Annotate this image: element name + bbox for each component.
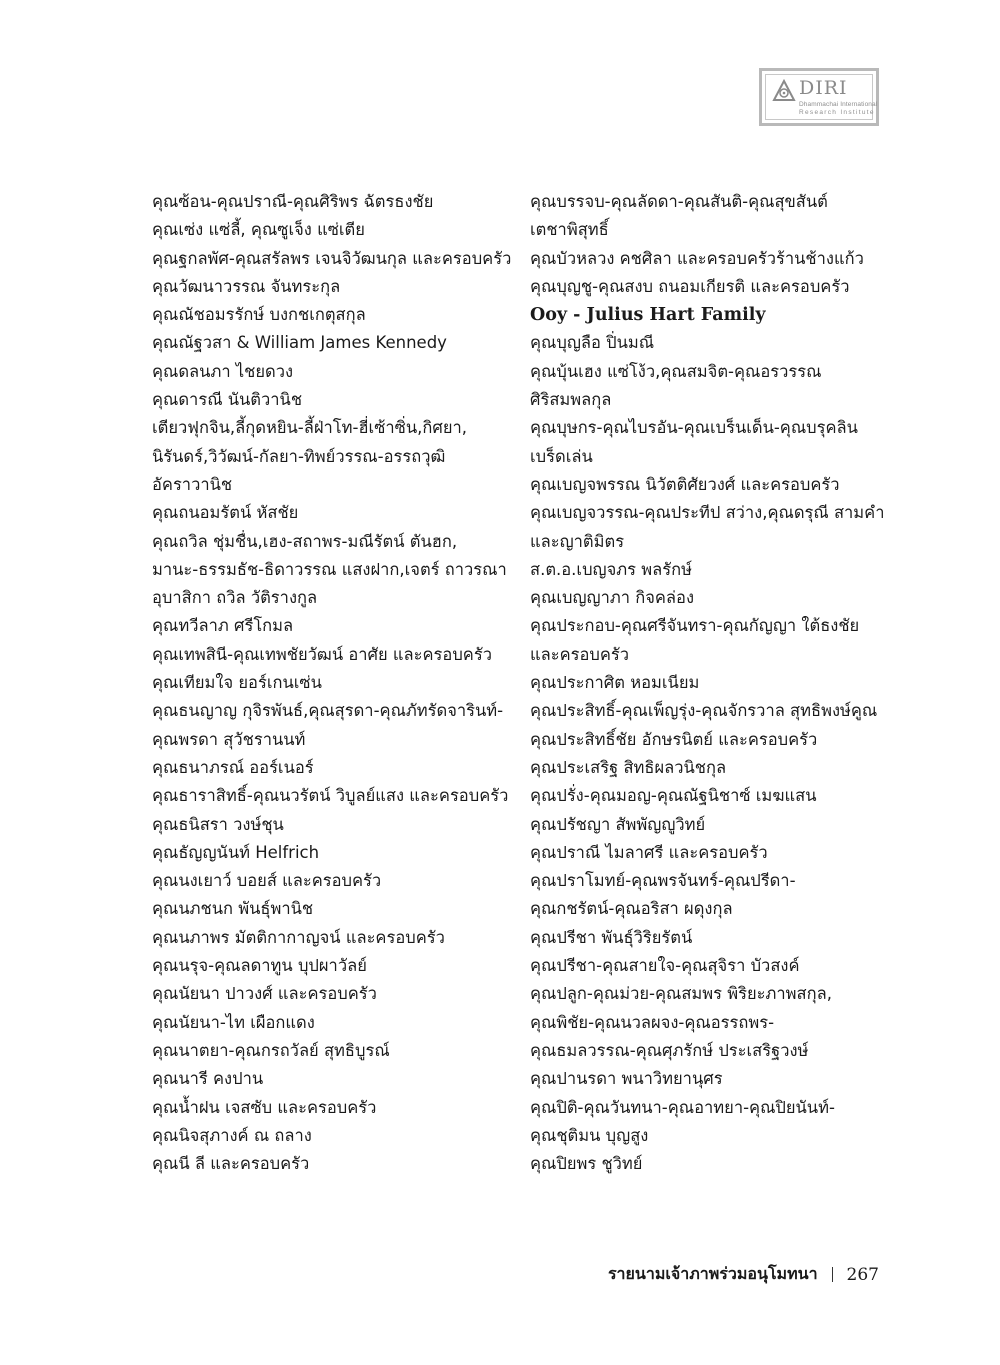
name-line: คุณปราโมทย์-คุณพรจันทร์-คุณปรีดา- (530, 871, 796, 891)
name-line: คุณกชรัตน์-คุณอริสา ผดุงกุล (530, 899, 733, 919)
name-line: คุณธนญาญ กุจิรพันธ์,คุณสุรดา-คุณภัทรัดจารินท์- (152, 701, 504, 721)
name-line: คุณธัญญนันท์ Helfrich (152, 842, 320, 862)
name-line: คุณนัยนา-ไท เผือกแดง (152, 1012, 315, 1032)
name-line: ศิริสมพลกุล (530, 390, 612, 410)
name-line: คุณนภชนก พันธุ์พานิช (152, 899, 314, 919)
left-name-column (152, 188, 522, 1178)
name-line: คุณปิยพร ชูวิทย์ (530, 1154, 643, 1174)
name-line: อุบาสิกา ถวิล วัติรางกูล (152, 588, 318, 608)
name-line: คุณบรรจบ-คุณลัดดา-คุณสันติ-คุณสุขสันต์ (530, 192, 828, 211)
name-line: เตียวฟุกจิน,ลี้กุดหยิน-ลี้ฝ่าโท-ฮี่เซ้าซิ่น,กิศยา, (152, 418, 468, 438)
name-line: คุณถวิล ชุ่มชื่น,เฮง-สถาพร-มณีรัตน์ ตันฮก, (152, 531, 458, 551)
page-footer (608, 1262, 879, 1287)
name-line: คุณฐกลพัศ-คุณสรัลพร เจนจิวัฒนกุล และครอบครัว (152, 248, 512, 268)
name-line: และครอบครัว (530, 644, 630, 664)
name-line: คุณประเสริฐ สิทธิผลวนิชกุล (530, 757, 727, 777)
name-line: คุณปานรดา พนาวิทยานุศร (530, 1069, 723, 1089)
name-line: คุณปรีชา-คุณสายใจ-คุณสุจิรา บัวสงค์ (530, 956, 800, 976)
name-line: คุณชุติมน บุญสูง (530, 1125, 649, 1145)
name-line: คุณถนอมรัตน์ หัสชัย (152, 503, 299, 523)
name-line: คุณบัวหลวง คชศิลา และครอบครัวร้านช้างแก้ว (530, 248, 864, 268)
name-line: ส.ต.อ.เบญจภร พลรักษ์ (530, 559, 692, 579)
name-line: คุณปราณี ไมลาศรี และครอบครัว (530, 842, 768, 862)
name-line: คุณเทียมใจ ยอร์เกนเซ่น (152, 673, 322, 693)
name-line: คุณนารี คงปาน (152, 1069, 264, 1089)
name-line: คุณปรีชา พันธุ์วิริยรัตน์ (530, 927, 693, 947)
name-line: คุณนภาพร มัตติกากาญจน์ และครอบครัว (152, 927, 445, 947)
name-line: คุณเบญญาภา กิจคล่อง (530, 588, 695, 608)
name-line: คุณดารณี นันติวานิช (152, 390, 303, 410)
name-line: คุณบุษกร-คุณไบรอัน-คุณเบร็นเด็น-คุณบรุคลิน (530, 418, 858, 438)
name-line: คุณประสิทธิ์ชัย อักษรนิตย์ และครอบครัว (530, 729, 818, 749)
name-line: คุณบุญชู-คุณสงบ ถนอมเกียรติ และครอบครัว (530, 276, 850, 296)
name-line: คุณปิติ-คุณวันทนา-คุณอาทยา-คุณปิยนันท์- (530, 1097, 835, 1117)
name-line: คุณเซ่ง แซ่ลี้, คุณซูเจ็ง แซ่เตีย (152, 220, 365, 240)
name-line: คุณประสิทธิ์-คุณเพ็ญรุ่ง-คุณจักรวาล สุทธิพงษ์คูณ (530, 701, 878, 721)
name-line: คุณเบญจพรรณ นิวัตติศัยวงศ์ และครอบครัว (530, 474, 840, 494)
page-number: 267 (846, 1264, 879, 1285)
name-line: นิรันดร์,วิวัฒน์-กัลยา-ทิพย์วรรณ-อรรถวุฒิ (152, 446, 446, 466)
name-line: คุณซ้อน-คุณปราณี-คุณศิริพร ฉัตรธงชัย (152, 192, 434, 211)
name-line: คุณธมลวรรณ-คุณศุภรักษ์ ประเสริฐวงษ์ (530, 1040, 809, 1060)
name-line-english: Ooy - Julius Hart Family (530, 305, 766, 326)
diri-logo (759, 68, 879, 126)
name-line: คุณณัชอมรรักษ์ บงกชเกตุสกุล (152, 305, 366, 325)
name-line: คุณพิชัย-คุณนวลผจง-คุณอรรถพร- (530, 1012, 775, 1032)
name-line: คุณเทพสินี-คุณเทพชัยวัฒน์ อาศัย และครอบครัว (152, 644, 492, 664)
name-line: คุณนงเยาว์ บอยส์ และครอบครัว (152, 871, 382, 891)
name-line: คุณประกอบ-คุณศรีจันทรา-คุณกัญญา ใต้ธงชัย (530, 616, 860, 636)
name-line: คุณน้ำฝน เจสซับ และครอบครัว (152, 1097, 377, 1117)
footer-divider (832, 1267, 833, 1282)
name-line: คุณนิจสุภางค์ ณ ถลาง (152, 1125, 312, 1145)
name-line: เบร็ดเล่น (530, 446, 593, 466)
name-line: คุณธนิสรา วงษ์ชุน (152, 814, 284, 834)
name-line: คุณพรดา สุวัชรานนท์ (152, 729, 306, 749)
logo-brand: DIRI (799, 77, 848, 99)
name-line: คุณดลนภา ไชยดวง (152, 361, 294, 381)
name-line: และญาติมิตร (530, 531, 625, 551)
name-line: คุณปลูก-คุณม่วย-คุณสมพร พิริยะภาพสกุล, (530, 984, 832, 1004)
name-line: คุณทวีลาภ ศรีโกมล (152, 616, 294, 636)
name-line: คุณบุ้นเฮง แซ่โง้ว,คุณสมจิต-คุณอรวรรณ (530, 361, 822, 381)
name-line: คุณนาตยา-คุณกรถวัลย์ สุทธิบูรณ์ (152, 1040, 390, 1060)
name-line: คุณประกาศิต หอมเนียม (530, 673, 700, 693)
name-line: คุณเบญจวรรณ-คุณประทีป สว่าง,คุณดรุณี สามคำ (530, 503, 885, 523)
name-line: คุณบุญลือ ปิ่นมณี (530, 333, 655, 353)
name-line: มานะ-ธรรมธัช-ธิดาวรรณ แสงฝาก,เจตร์ ถาวรณา (152, 559, 507, 579)
right-name-column (530, 188, 890, 1178)
name-line: คุณนัยนา ปาวงศ์ และครอบครัว (152, 984, 377, 1004)
name-line: อัคราวานิช (152, 474, 233, 494)
name-line: คุณวัฒนาวรรณ จันทระกุล (152, 276, 341, 296)
footer-title: รายนามเจ้าภาพร่วมอนุโมทนา (607, 1264, 818, 1283)
dhammachai-emblem-icon (772, 79, 796, 103)
name-line: เตชาพิสุทธิ์ (530, 220, 609, 240)
logo-subtitle-1: Dhammachai International (799, 101, 878, 108)
name-line: คุณปรั่ง-คุณมอญ-คุณณัฐนิชาซ์ เมฆแสน (530, 786, 817, 806)
name-line: คุณธนาภรณ์ ออร์เนอร์ (152, 757, 314, 777)
name-line: คุณณัฐวสา & William James Kennedy (152, 333, 447, 353)
logo-subtitle-2: Research Institute (799, 109, 875, 116)
name-line: คุณนรุจ-คุณลดาทูน บุปผาวัลย์ (152, 956, 367, 976)
name-line: คุณธาราสิทธิ์-คุณนวรัตน์ วิบูลย์แสง และครอบครัว (152, 786, 509, 806)
name-line: คุณนี ลี และครอบครัว (152, 1154, 310, 1174)
name-line: คุณปรัชญา สัพพัญญูวิทย์ (530, 814, 706, 834)
